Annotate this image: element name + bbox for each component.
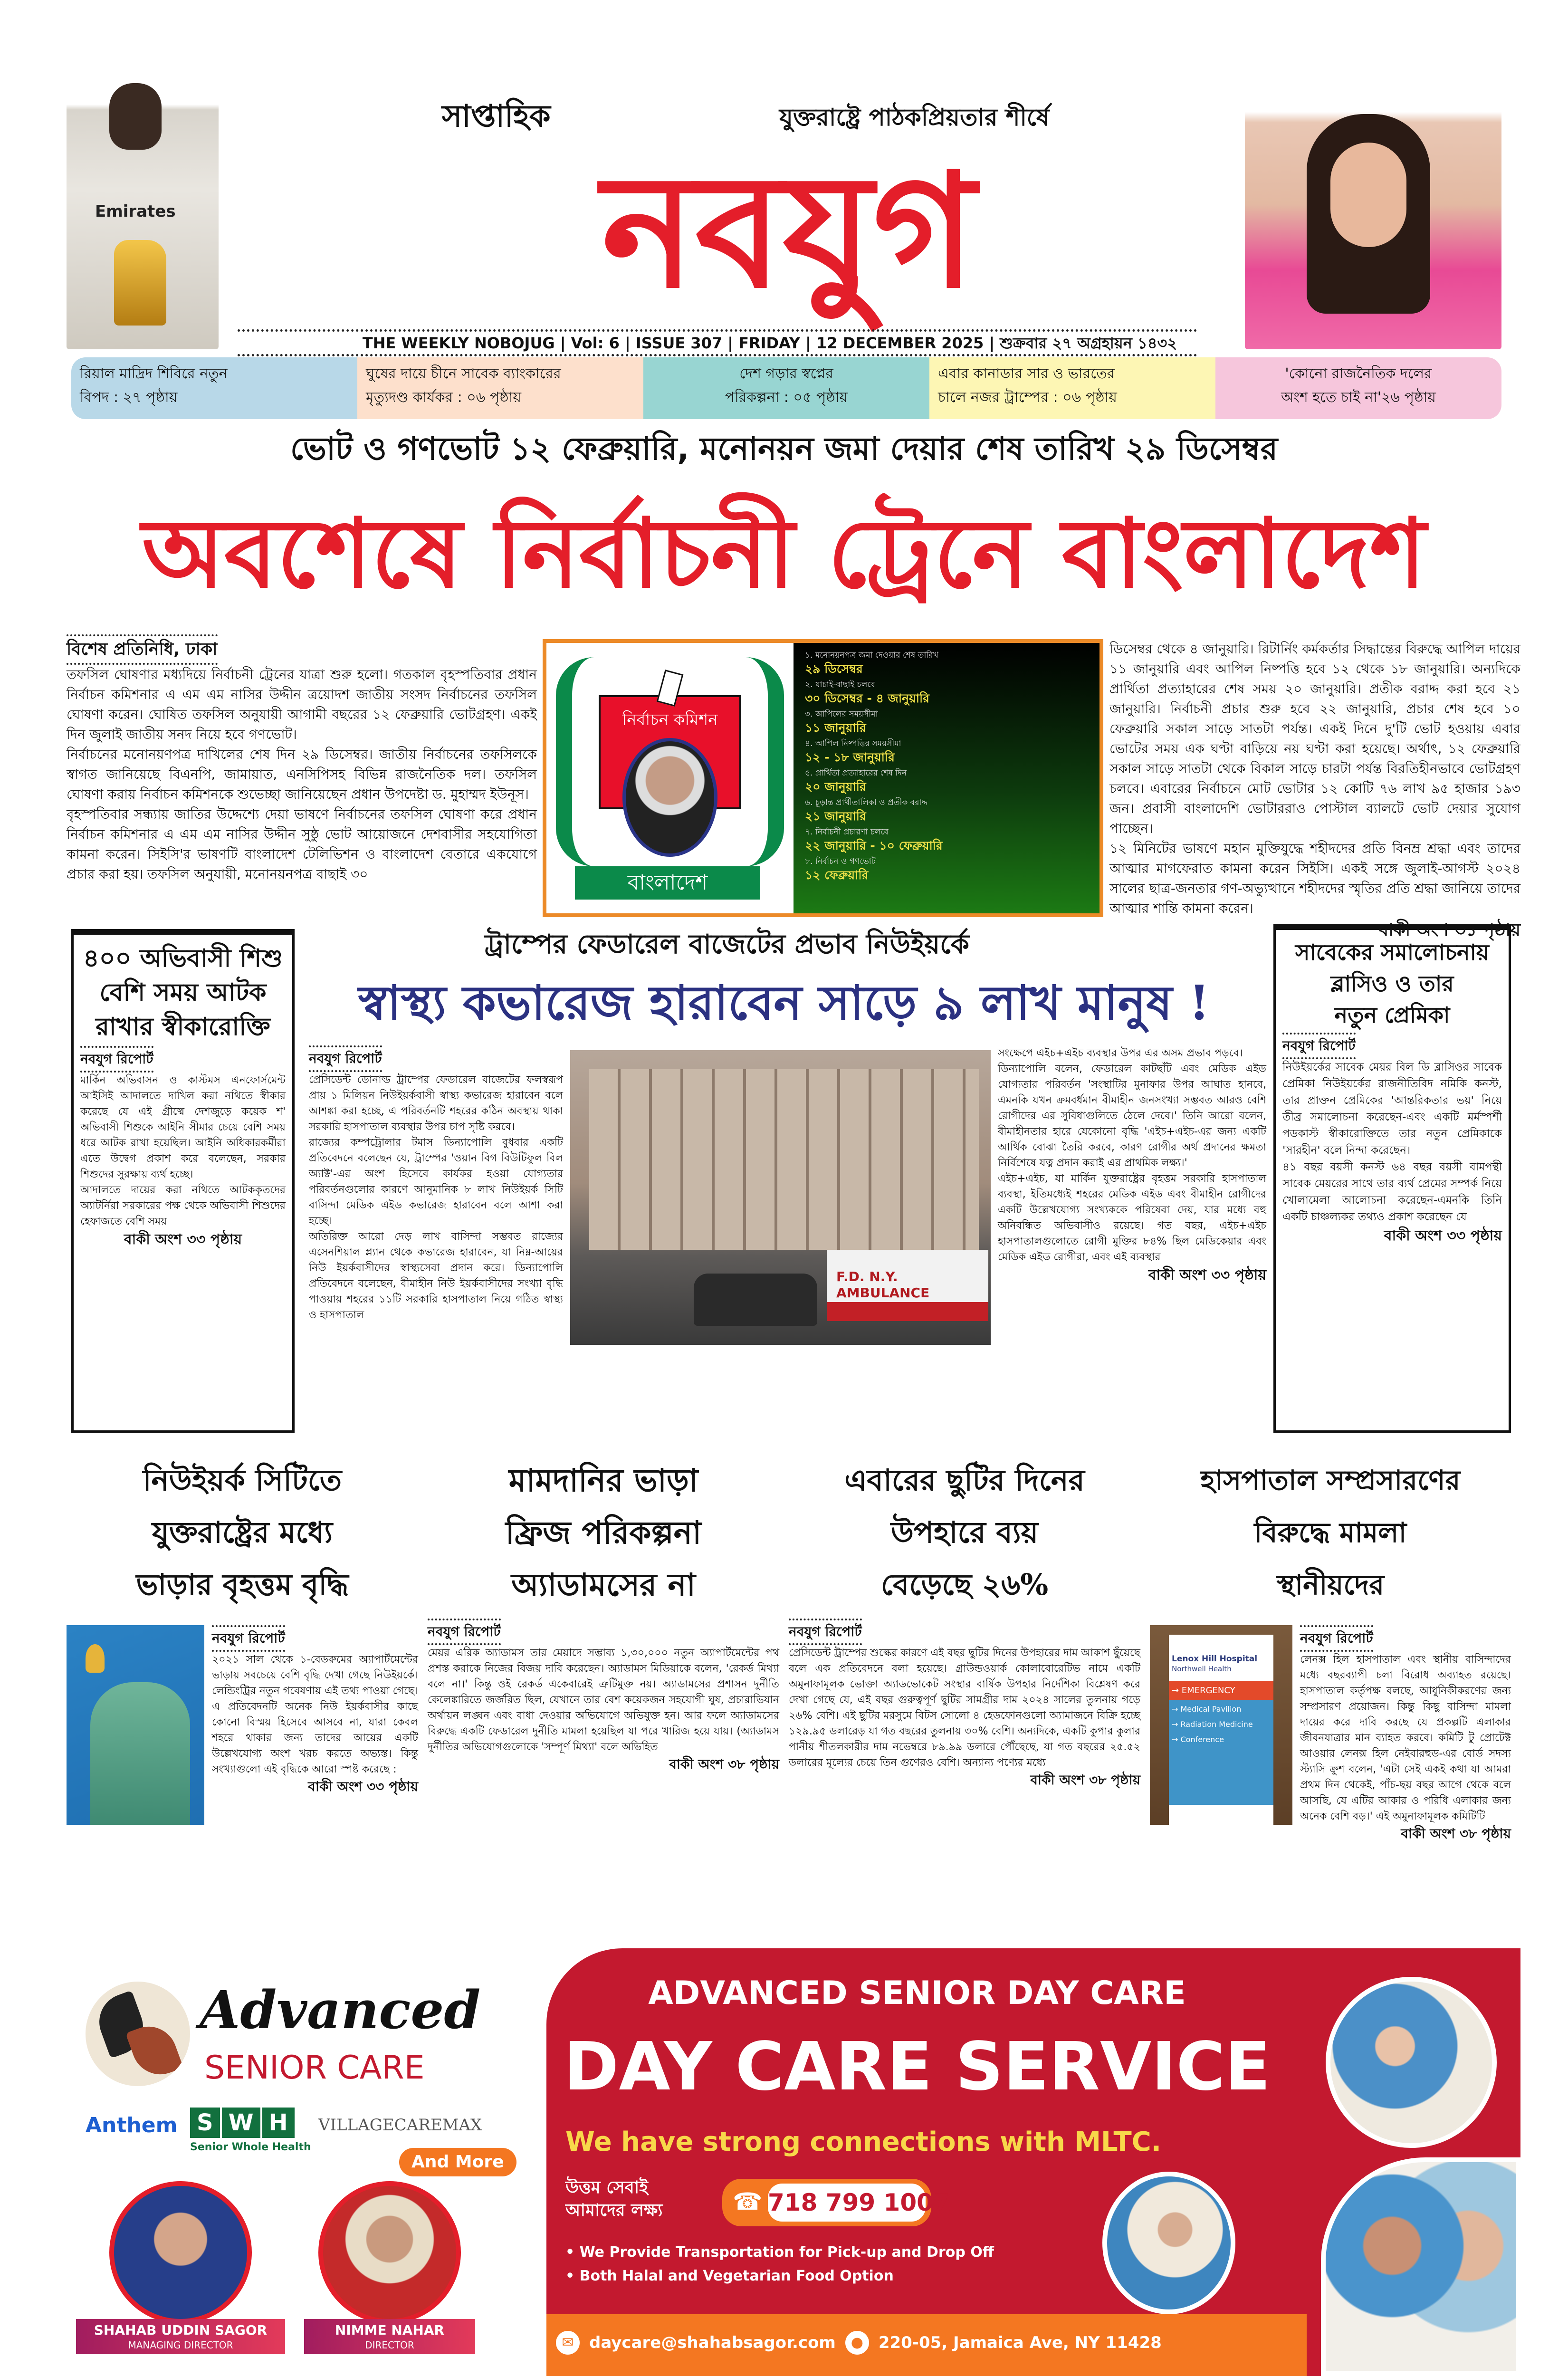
- ballot-box-text: নির্বাচন কমিশন: [622, 710, 718, 729]
- actress-face: [1330, 143, 1406, 247]
- golden-boot-icon: [114, 240, 166, 326]
- and-more-badge: And More: [399, 2148, 516, 2176]
- partner-anthem: Anthem: [86, 2113, 178, 2137]
- continued-link[interactable]: বাকী অংশ ৩৩ পৃষ্ঠায়: [1384, 1227, 1502, 1244]
- schedule-item: ১. মনোনয়নপত্র জমা দেওয়ার শেষ তারিখ ২৯ ডিসেম্বর: [805, 651, 938, 676]
- laurel-left: [556, 657, 594, 866]
- teaser-item[interactable]: এবার কানাডার সার ও ভারতের চালে নজর ট্রাম্পের : ০৬ পৃষ্ঠায়: [929, 357, 1215, 419]
- masthead-prefix: সাপ্তাহিক: [442, 99, 551, 134]
- mid-kicker: ট্রাম্পের ফেডারেল বাজেটের প্রভাব নিউইয়র্কে: [485, 929, 969, 960]
- mid-paragraph: এইচ+এইচ, যা মার্কিন যুক্তরাষ্ট্রের বৃহত্তম সরকারি হাসপাতাল ব্যবস্থা, ইতিমধ্যেই শহরের মেডিক এইড এবং বীমাহীন রোগীদের একটি উল্লেখযোগ্য সংখ্যককে পরিষেবা দেয়, যার মধ্যে বহু অনিবন্ধিত অভিবাসীও রয়েছে। গত বছর, এইচ+এইচ হাসপাতালগুলোতে রোগী মুক্তির ৮৪% ছিল মেডিকেয়ার এবং মেডিক এইড রোগীরা, এবং এই ব্যবস্থার: [998, 1173, 1266, 1263]
- hospital-ambulance-photo: [570, 1050, 991, 1345]
- ad-headline-big: DAY CARE SERVICE: [564, 2028, 1271, 2106]
- nameband-managing-director: SHAHAB UDDIN SAGOR MANAGING DIRECTOR: [76, 2319, 285, 2354]
- schedule-item: ৪. আপিল নিষ্পত্তির সময়সীমা ১২ - ১৮ জানুয়ারি: [805, 739, 901, 764]
- statue-figure: [90, 1682, 190, 1825]
- lead-headline[interactable]: অবশেষে নির্বাচনী ট্রেনে বাংলাদেশ: [142, 498, 1426, 609]
- teaser-item[interactable]: দেশ গড়ার স্বপ্নের পরিকল্পনা : ০৫ পৃষ্ঠায়: [643, 357, 929, 419]
- ad-bangla-slogan: উত্তম সেবাই আমাদের লক্ষ্য: [565, 2178, 663, 2220]
- lead-byline: বিশেষ প্রতিনিধি, ঢাকা: [67, 634, 218, 665]
- schedule-list: [794, 643, 1100, 913]
- parked-suv: [694, 1274, 817, 1326]
- right-box-paragraph: নিউইয়র্কের সাবেক মেয়র বিল ডি ব্লাসিওর সাবেক প্রেমিকা নিউইয়র্কের রাজনীতিবিদ নমিকি কনস্ট, তার প্রাক্তন প্রেমিকের 'আন্তরিকতার ভয়' নিয়ে তীব্র সমালোচনা করেছেন-এবং একটি মর্মস্পর্শী পডকাস্ট স্বীকারোক্তিতে তার নতুন প্রেমিকাকে 'সারহীন' বলে নিন্দা করেছেন।: [1282, 1061, 1502, 1157]
- lead-paragraph: ১২ মিনিটের ভাষণে মহান মুক্তিযুদ্ধে শহীদদের প্রতি বিনম্র শ্রদ্ধা এবং তাদের আত্মার মাগফেরাত কামনা করেন সিইসি। একই সঙ্গে জুলাই-আগস্ট ২০২৪ সালের ছাত্র-জনতার গণ-অভ্যুত্থানে শহীদদের স্মৃতির প্রতি শ্রদ্ধা জানিয়ে তাদের আত্মার শান্তি কামনা করেন।: [1109, 841, 1520, 916]
- mid-paragraph: রাজ্যের কম্পট্রোলার টমাস ডিন্যাপোলি বুধবার একটি প্রতিবেদনে বলেছেন যে, ট্রাম্পের 'ওয়ান বিগ বিউটিফুল বিল অ্যাক্ট'-এর অংশ হিসেবে কার্যকর হওয়া যোগ্যতার পরিবর্তনগুলোর কারণে আনুমানিক ৮ লাখ নিউইয়র্ক সিটি বাসিন্দা মেডিক এইড কভারেজ হারাবেন বলে আশা করা হচ্ছে।: [309, 1137, 563, 1227]
- left-box-paragraph: মার্কিন অভিবাসন ও কাস্টমস এনফোর্সমেন্ট আইসিই আদালতে দাখিল করা নথিতে স্বীকার করেছে যে এই গ্রীষ্মে দেশজুড়ে কয়েক শ' অভিবাসী শিশুকে আইনি সীমার চেয়ে বেশি সময় ধরে আটক রাখা হয়েছিল। আইনি অধিকারকর্মীরা এতে উদ্বেগ প্রকাশ করে বলেছেন, সরকার শিশুদের সুরক্ষায় ব্যর্থ হচ্ছে।: [80, 1074, 286, 1180]
- right-box-byline: নবযুগ রিপোর্ট: [1282, 1033, 1356, 1059]
- lead-paragraph: তফসিল ঘোষণার মধ্যদিয়ে নির্বাচনী ট্রেনের যাত্রা শুরু হলো। গতকাল বৃহস্পতিবার প্রধান নির্বাচন কমিশনার এ এম এম নাসির উদ্দীন ত্রয়োদশ জাতীয় সংসদ নির্বাচনের তফসিল ঘোষণা করেন। ঘোষিত তফসিল অনুযায়ী আগামী বছরের ১২ ফেব্রুয়ারি ভোটগ্রহণ। একই দিন জুলাই জাতীয় সনদ নিয়ে হবে গণভোট।: [67, 667, 537, 742]
- newspaper-logo: নবযুগ: [602, 138, 976, 323]
- schedule-item: ৫. প্রার্থিতা প্রত্যাহারের শেষ দিন ২০ জানুয়ারি: [805, 768, 907, 794]
- mid-paragraph: সংক্ষেপে এইচ+এইচ ব্যবস্থার উপর এর অসম প্রভাব পড়বে।: [998, 1047, 1243, 1059]
- torch-icon: [86, 1644, 105, 1673]
- laurel-right: [746, 657, 784, 866]
- teaser-item[interactable]: ঘুষের দায়ে চীনে সাবেক ব্যাংকারের মৃত্যুদণ্ড কার্যকর : ০৬ পৃষ্ঠায়: [357, 357, 643, 419]
- mid-column-1: [309, 1045, 563, 1323]
- lead-column-1: [67, 634, 537, 884]
- lead-kicker: ভোট ও গণভোট ১২ ফেব্রুয়ারি, মনোনয়ন জমা দেয়ার শেষ তারিখ ২৯ ডিসেম্বর: [290, 431, 1278, 467]
- bottom-story-text: ২০২১ সাল থেকে ১-বেডরুমের অ্যাপার্টমেন্টের ভাড়ায় সবচেয়ে বেশি বৃদ্ধি দেখা গেছে নিউইয়র্কে। লেন্ডিংট্রির নতুন গবেষণায় এই তথ্য পাওয়া গেছে। এ প্রতিবেদনটি অনেক নিউ ইয়র্কবাসীর কাছে কোনো বিস্ময় হিসেবে আসবে না, যারা কেবল শহরে থাকার জন্য তাদের আয়ের একটি উল্লেখযোগ্য অংশ খরচ করতে অভ্যস্ত। কিন্তু সংখ্যাগুলো এই বৃদ্ধিকে আরো স্পষ্ট করেছে :: [212, 1654, 418, 1775]
- player-head: [109, 83, 162, 150]
- schedule-item: ৬. চূড়ান্ত প্রার্থীতালিকা ও প্রতীক বরাদ্দ ২১ জানুয়ারি: [805, 798, 927, 823]
- lead-paragraph: ডিসেম্বর থেকে ৪ জানুয়ারি। রিটার্নিং কর্মকর্তার সিদ্ধান্তের বিরুদ্ধে আপিল দায়ের ১১ জানুয়ারি এবং আপিল নিষ্পত্তি হবে ১২ থেকে ১৮ জানুয়ারি। অন্যদিকে প্রার্থিতা প্রত্যাহারের শেষ সময় ২০ জানুয়ারি। প্রতীক বরাদ্দ করা হবে ২১ জানুয়ারি। নির্বাচনী প্রচার শুরু হবে ২২ জানুয়ারি, প্রচার শেষ হবে ১০ ফেব্রুয়ারি সকাল সাড়ে সাতটা পর্যন্ত। একই দিনে দু'টি ভোট হওয়ায় এবার ভোটের সময় এক ঘণ্টা বাড়িয়ে নয় ঘণ্টা করা হয়েছে। অর্থাৎ, ১২ ফেব্রুয়ারি সকাল সাড়ে সাতটা থেকে বিকাল সাড়ে চারটা পর্যন্ত বিরতিহীনভাবে ভোটগ্রহণ চলবে। এবারের নির্বাচনে মোট ভোটার ১২ কোটি ৭৬ লাখ ৯৫ হাজার ১৯৩ জন। প্রবাসী বাংলাদেশি ভোটাররাও পোস্টাল ব্যালটে ভোট দেয়ার সুযোগ পাচ্ছেন।: [1109, 641, 1520, 836]
- ad-headline-small: ADVANCED SENIOR DAY CARE: [648, 1974, 1186, 2012]
- caregiver-photo-1: [1326, 1977, 1497, 2148]
- ad-tagline: We have strong connections with MLTC.: [565, 2127, 1162, 2157]
- bullet-item: • Both Halal and Vegetarian Food Option: [565, 2268, 894, 2284]
- caregiver-photo-3: [1321, 2157, 1520, 2376]
- ad-bullets: [565, 2241, 994, 2288]
- mid-column-2: [998, 1045, 1266, 1286]
- ambulance-label: F.D. N.Y. AMBULANCE: [836, 1269, 930, 1301]
- bottom-story-text: লেনক্স হিল হাসপাতাল এবং স্থানীয় বাসিন্দাদের মধ্যে বছরব্যাপী চলা বিরোধ অব্যাহত রয়েছে। হাসপাতাল কর্তৃপক্ষ বলছে, আধুনিকীকরণের জন্য সম্প্রসারণ প্রয়োজন। কিন্তু কিছু বাসিন্দা মামলা দায়ের করে দাবি করছে যে প্রকল্পটি এলাকার জীবনযাত্রার মান ব্যাহত করবে। কমিটি টু প্রোটেক্ট আওয়ার লেনক্স হিল নেইবারহুড-এর বোর্ড সদস্য স্ট্যাসি ক্রুশ বলেন, 'এটা সেই একই কথা যা আমরা প্রথম দিন থেকেই, পাঁচ-ছয় বছর আগে থেকে বলে আসছি, যে এটির আকার ও পরিধি এলাকার জন্য অনেক বেশি বড়।' এই অমুনাফামূলক কমিটিটি: [1300, 1654, 1511, 1822]
- mid-paragraph: প্রেসিডেন্ট ডোনাল্ড ট্রাম্পের ফেডারেল বাজেটের ফলস্বরূপ প্রায় ১ মিলিয়ন নিউইয়র্কবাসী স্বাস্থ্য কভারেজ হারাবেন বলে আশঙ্কা করা হচ্ছে, এ পরিবর্তনটি শহরের কঠিন অবস্থায় থাকা সরকারি হাসপাতাল ব্যবস্থার উপর চাপ সৃষ্টি করবে।: [309, 1074, 563, 1133]
- nameband-director: NIMME NAHAR DIRECTOR: [304, 2319, 475, 2354]
- bottom-story-4: [1150, 1454, 1511, 1843]
- continued-link[interactable]: বাকী অংশ ৩৮ পৃষ্ঠায়: [1030, 1772, 1140, 1788]
- brand-logo-icon: [86, 1982, 190, 2086]
- lead-column-2: [1109, 639, 1520, 942]
- jersey-sponsor: Emirates: [95, 202, 176, 221]
- bottom-story-3: [789, 1454, 1140, 1790]
- lenox-hill-sign-photo: [1150, 1625, 1292, 1825]
- brand-script: Advanced: [200, 1979, 481, 2041]
- bottom-story-headline[interactable]: হাসপাতাল সম্প্রসারণের বিরুদ্ধে মামলা স্থানীয়দের: [1200, 1464, 1461, 1601]
- continued-link[interactable]: বাকী অংশ ৩৮ পৃষ্ঠায়: [669, 1756, 779, 1772]
- right-box-paragraph: ৪১ বছর বয়সী কনস্ট ৬৪ বছর বয়সী বামপন্থী সাবেক মেয়রের সাথে তার ব্যর্থ প্রেমের সম্পর্ক নিয়ে খোলামেলা আলোচনা করেছেন-এমনকি তিনি একটি চাঞ্চল্যকর তথ্যও প্রকাশ করেছেন যে: [1282, 1161, 1502, 1223]
- bottom-story-1: [67, 1454, 418, 1825]
- cec-portrait: [622, 738, 717, 857]
- building-facade: [589, 1069, 979, 1250]
- brand-sub: SENIOR CARE: [204, 2049, 425, 2087]
- lead-paragraph: নির্বাচনের মনোনয়ণপত্র দাখিলের শেষ দিন ২৯ ডিসেম্বর। জাতীয় নির্বাচনের তফসিলকে স্বাগত জানিয়েছে বিএনপি, জামায়াত, এনসিপিসহ বিভিন্ন রাজনৈতিক দল। তফসিল ঘোষণা করায় নির্বাচন কমিশনকে শুভেচ্ছা জানিয়েছেন প্রধান উপদেষ্টা ড. মুহাম্মদ ইউনূস।: [67, 747, 537, 802]
- bottom-story-text: প্রেসিডেন্ট ট্রাম্পের শুল্কের কারণে এই বছর ছুটির দিনের উপহারের দাম আকাশ ছুঁয়েছে বলে এক প্রতিবেদনে বলা হয়েছে। গ্রাউন্ডওয়ার্ক কোলাবোরেটিভ নামে একটি অমুনাফামূলক ভোক্তা অ্যাডভোকেট সংস্থার বার্ষিক উপহার নির্দেশিকা বিশ্লেষণ করে দেখা গেছে যে, এই বছর গুরুত্বপূর্ণ ছুটির সামগ্রীর দাম ২০২৪ সালের তুলনায় গড়ে ২৬% বেশি। এই ছুটির মরসুমে বিটস সোলো ৪ হেডফোনগুলো অ্যামাজনে বিক্রি হচ্ছে ১২৯.৯৫ ডলারেড় যা গত বছরের তুলনায় ৩০% বেশি। অন্যদিকে, একটি কুপার কুলার পানীয় শীতলকারীর দাম নভেম্বরে ৮৯.৯৯ ডলারে পৌঁছেছে, যা গত বছরের ২৫.৫২ ডলারের মূল্যের চেয়ে তিন গুণেরও বেশি। অন্যান্য পণ্যের মধ্যে: [789, 1647, 1140, 1769]
- left-box-headline[interactable]: ৪০০ অভিবাসী শিশু বেশি সময় আটক রাখার স্বীকারোক্তি: [83, 944, 283, 1041]
- bottom-story-body: [212, 1625, 418, 1825]
- bottom-story-headline[interactable]: এবারের ছুটির দিনের উপহারে ব্যয় বেড়েছে ২৬%: [844, 1463, 1085, 1602]
- bottom-story-byline: নবযুগ রিপোর্ট: [212, 1625, 285, 1652]
- phone-button[interactable]: ☎ 718 799 1007: [722, 2179, 931, 2226]
- mid-paragraph: অতিরিক্ত আরো দেড় লাখ বাসিন্দা সম্ভবত রাজ্যের এসেনশিয়াল প্ল্যান থেকে কভারেজ হারাবেন, যা নিম্ন-আয়ের নিউ ইয়র্কবাসীদের স্বাস্থ্যসেবা প্রদান করে। ডিন্যাপোলি প্রতিবেদনে বলেছেন, বীমাহীন নিউ ইয়র্কবাসীদের সংখ্যা বৃদ্ধি পাওয়ায় শহরের ১১টি সরকারি হাসপাতাল নিয়ে গঠিত স্বাস্থ্য ও হাসপাতাল: [309, 1231, 563, 1321]
- schedule-item: ৭. নির্বাচনী প্রচারণা চলবে ২২ জানুয়ারি - ১০ ফেব্রুয়ারি: [805, 827, 943, 853]
- ad-contact: [556, 2331, 1162, 2355]
- caregiver-photo-2: [1102, 2172, 1235, 2314]
- masthead-tagline: যুক্তরাষ্ট্রে পাঠকপ্রিয়তার শীর্ষে: [779, 104, 1050, 131]
- swh-logo: S W H: [190, 2108, 295, 2138]
- dateline-rule-top: [238, 329, 1197, 332]
- election-schedule-graphic: [543, 639, 1103, 917]
- partner-villagecare: VILLAGECAREMAX: [318, 2116, 482, 2135]
- continued-link[interactable]: বাকী অংশ ৩৩ পৃষ্ঠায়: [124, 1231, 242, 1248]
- swh-caption: Senior Whole Health: [190, 2141, 311, 2153]
- mid-headline[interactable]: স্বাস্থ্য কভারেজ হারাবেন সাড়ে ৯ লাখ মানুষ !: [358, 975, 1210, 1031]
- masthead-left-photo: [67, 83, 219, 349]
- avatar-director: [318, 2181, 461, 2324]
- mid-paragraph: ডিন্যাপোলি বলেন, ফেডারেল কাটছাঁট এবং মেডিক এইড যোগ্যতার পরিবর্তন 'সংস্থাটির মুনাফার উপর আঘাত হানবে, এমনকি যখন ক্রমবর্ধমান বীমাহীন জনসংখ্যা সম্ভবত আরও বেশি রোগীদের এর সুবিধাগুলিতে ঠেলে দেবে।' তিনি আরো বলেন, বীমাহীনতার হারে যেকোনো বৃদ্ধি 'এইচ+এইচ-এর জন্য একটি আর্থিক বোঝা তৈরি করবে, কারণ রোগীর অর্থ প্রদানের ক্ষমতা নির্বিশেষে যত্ন প্রদান করাই এর প্রাথমিক লক্ষ্য।': [998, 1063, 1266, 1169]
- teaser-strip: [71, 357, 1501, 419]
- lead-paragraph: বৃহস্পতিবার সন্ধ্যায় জাতির উদ্দেশ্যে দেয়া ভাষণে নির্বাচনের তফসিল ঘোষণা করে প্রধান নির্বাচন কমিশনার এ এম এম নাসির উদ্দীন সুষ্ঠু ভোট আয়োজনে দেশবাসীর সহযোগিতা কামনা করেন। সিইসি'র ভাষণটি বাংলাদেশ টেলিভিশন ও বাংলাদেশ বেতারে একযোগে প্রচার করা হয়। তফসিল অনুযায়ী, মনোনয়নপত্র বাছাই ৩০: [67, 806, 537, 882]
- hospital-sign: Lenox Hill Hospital Northwell Health → EMERGENCY → Medical Pavilion → Radiation Medicine → Conference: [1169, 1635, 1273, 1825]
- continued-link[interactable]: বাকী অংশ ৩৮ পৃষ্ঠায়: [1401, 1826, 1511, 1841]
- left-box-story: [71, 929, 295, 1433]
- bottom-story-byline: নবযুগ রিপোর্ট: [789, 1619, 862, 1645]
- schedule-item: ৮. নির্বাচন ও গণভোট ১২ ফেব্রুয়ারি: [805, 857, 876, 882]
- address-text: 220-05, Jamaica Ave, NY 11428: [878, 2333, 1162, 2352]
- bangladesh-ribbon: বাংলাদেশ: [575, 866, 760, 900]
- bottom-story-headline[interactable]: মামদানির ভাড়া ফ্রিজ পরিকল্পনা অ্যাডামসের না: [505, 1462, 702, 1603]
- avatar-managing-director: [109, 2181, 252, 2324]
- mid-byline: নবযুগ রিপোর্ট: [309, 1045, 382, 1072]
- teaser-item[interactable]: রিয়াল মাদ্রিদ শিবিরে নতুন বিপদ : ২৭ পৃষ্ঠায়: [71, 357, 357, 419]
- bottom-story-byline: নবযুগ রিপোর্ট: [428, 1619, 501, 1645]
- statue-of-liberty-photo: [67, 1625, 204, 1825]
- bottom-story-text: মেয়র এরিক অ্যাডামস তার মেয়াদে সম্ভাব্য ১,৩০,০০০ নতুন অ্যাপার্টমেন্টের পথ প্রশস্ত করাকে নিজের বিজয় দাবি করেছেন। অ্যাডামস মিডিয়াকে বলেন, 'রেকর্ড মিথ্যা বলে না।' কিন্তু ওই রেকর্ড একেবারেই ত্রুটিমুক্ত নয়। অ্যাডামসের প্রশাসন দুর্নীতি কেলেঙ্কারিতে জর্জরিত ছিল, যেখানে তার বেশ কয়েকজন সহযোগী ঘুষ, প্রচারাভিযান অর্থায়ন লঙ্ঘন এবং বাধা দেওয়ার অভিযোগে অভিযুক্ত হন। আর ফলে অ্যাডামসের বিরুদ্ধে একটি ফেডারেল দুর্নীতি মামলা হয়েছিল যা পরে খারিজ হয়ে যায়। (অ্যাডামস দুর্নীতির অভিযোগগুলোকে 'সম্পূর্ণ মিথ্যা' বলে অভিহিত: [428, 1647, 779, 1753]
- schedule-item: ৩. আপিলের সময়সীমা ১১ জানুয়ারি: [805, 709, 878, 735]
- bullet-item: • We Provide Transportation for Pick-up and Drop Off: [565, 2244, 994, 2261]
- right-box-headline[interactable]: সাবেকের সমালোচনায় ব্লাসিও ও তার নতুন প্রেমিকা: [1295, 939, 1489, 1028]
- left-box-byline: নবযুগ রিপোর্ট: [80, 1046, 153, 1073]
- bottom-story-byline: নবযুগ রিপোর্ট: [1300, 1625, 1373, 1652]
- right-box-story: [1273, 924, 1511, 1433]
- election-commission-logo: [546, 643, 794, 913]
- senior-care-advertisement[interactable]: [67, 1948, 1520, 2376]
- email-link[interactable]: daycare@shahabsagor.com: [589, 2333, 836, 2352]
- location-icon: ●: [845, 2331, 869, 2355]
- bottom-story-2: [428, 1454, 779, 1774]
- bottom-story-body: [1300, 1625, 1511, 1843]
- dateline: THE WEEKLY NOBOJUG | Vol: 6 | ISSUE 307 | FRIDAY | 12 DECEMBER 2025 | শুক্রবার ২৭ অগ্রহায়ন ১৪৩২: [362, 334, 1177, 352]
- continued-link[interactable]: বাকী অংশ ৩১ পৃষ্ঠায়: [1379, 920, 1520, 940]
- schedule-item: ২. যাচাই-বাছাই চলবে ৩০ ডিসেম্বর - ৪ জানুয়ারি: [805, 680, 929, 705]
- continued-link[interactable]: বাকী অংশ ৩৩ পৃষ্ঠায়: [308, 1779, 418, 1794]
- continued-link[interactable]: বাকী অংশ ৩৩ পৃষ্ঠায়: [1148, 1267, 1266, 1284]
- phone-icon: ☎: [733, 2188, 763, 2215]
- masthead-right-photo: [1245, 86, 1501, 349]
- email-icon: ✉: [556, 2331, 580, 2355]
- teaser-item[interactable]: 'কোনো রাজনৈতিক দলের অংশ হতে চাই না'২৬ পৃষ্ঠায়: [1215, 357, 1501, 419]
- dateline-rule-bottom: [238, 354, 1197, 356]
- left-box-paragraph: আদালতে দায়ের করা নথিতে আটককৃতদের অ্যাটর্নিরা সরকারের পক্ষ থেকে অভিবাসী শিশুদের হেফাজতে বেশি সময়: [80, 1184, 286, 1227]
- bottom-story-headline[interactable]: নিউইয়র্ক সিটিতে যুক্তরাষ্ট্রের মধ্যে ভাড়ার বৃহত্তম বৃদ্ধি: [136, 1463, 349, 1602]
